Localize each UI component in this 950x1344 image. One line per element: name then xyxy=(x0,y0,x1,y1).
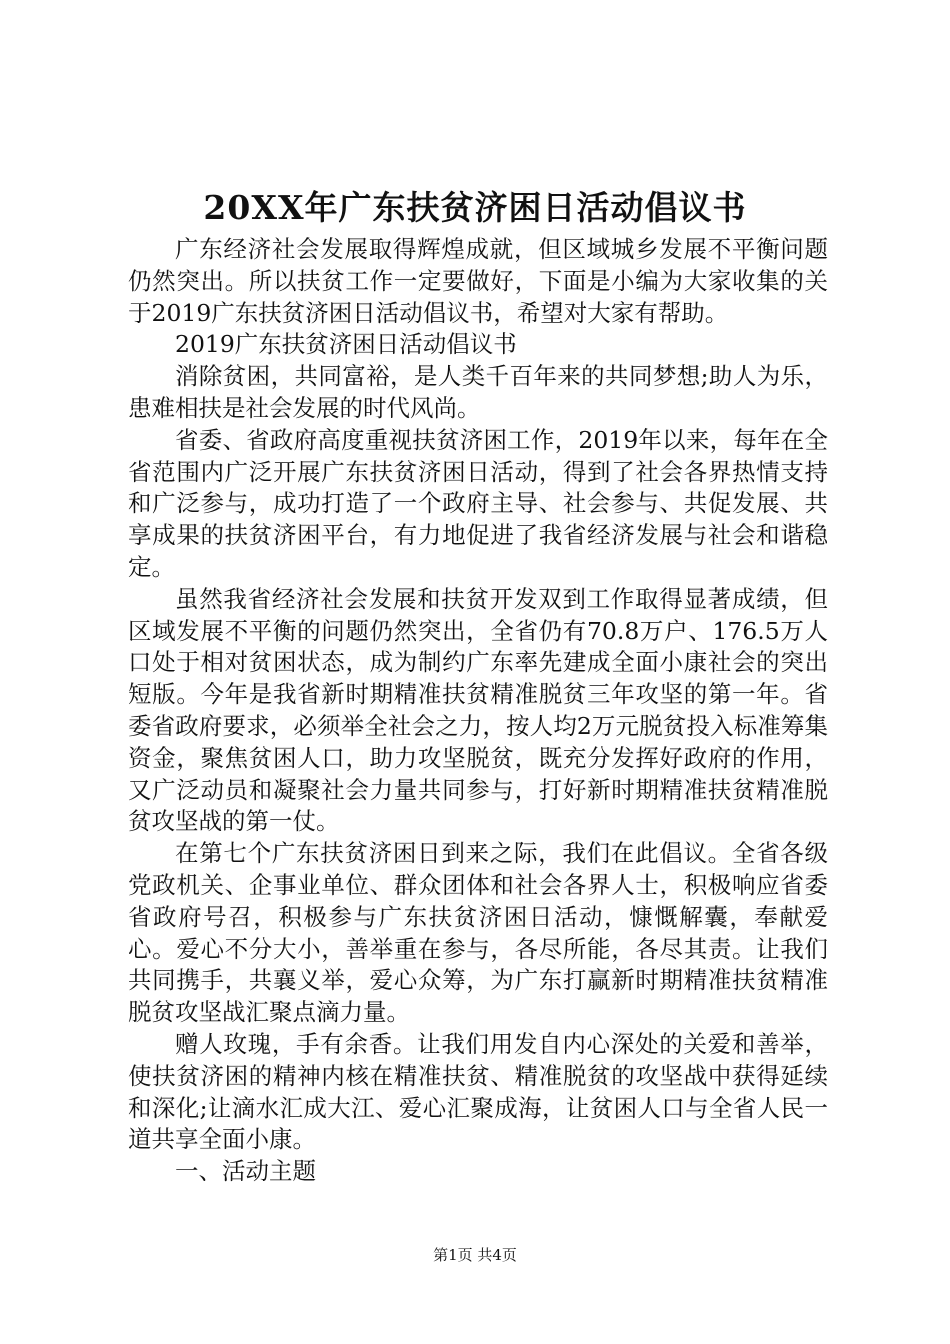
document-body xyxy=(128,234,828,1188)
document-title: 20XX年广东扶贫济困日活动倡议书 xyxy=(203,188,747,227)
paragraph-poverty-dream: 消除贫困，共同富裕，是人类千百年来的共同梦想;助人为乐，患难相扶是社会发展的时代风尚。 xyxy=(128,362,828,422)
paragraph-intro: 广东经济社会发展取得辉煌成就，但区域城乡发展不平衡问题仍然突出。所以扶贫工作一定要做好，下面是小编为大家收集的关于2019广东扶贫济困日活动倡议书，希望对大家有帮助。 xyxy=(128,235,828,327)
paragraph-initiative: 在第七个广东扶贫济困日到来之际，我们在此倡议。全省各级党政机关、企事业单位、群众团体和社会各界人士，积极响应省委省政府号召，积极参与广东扶贫济困日活动，慷慨解囊，奉献爱心。爱心不分大小，善举重在参与，各尽所能，各尽其责。让我们共同携手，共襄义举，爱心众筹，为广东打赢新时期精准扶贫精准脱贫攻坚战汇聚点滴力量。 xyxy=(128,839,828,1027)
page-footer: 第1页 共4页 xyxy=(433,1246,517,1264)
paragraph-roses: 赠人玫瑰，手有余香。让我们用发自内心深处的关爱和善举，使扶贫济困的精神内核在精准扶贫、精准脱贫的攻坚战中获得延续和深化;让滴水汇成大江、爱心汇聚成海，让贫困人口与全省人民一道共享全面小康。 xyxy=(128,1029,828,1154)
paragraph-subtitle: 2019广东扶贫济困日活动倡议书 xyxy=(175,330,517,359)
paragraph-current-situation: 虽然我省经济社会发展和扶贫开发双到工作取得显著成绩，但区域发展不平衡的问题仍然突出，全省仍有70.8万户、176.5万人口处于相对贫困状态，成为制约广东率先建成全面小康社会的突出短版。今年是我省新时期精准扶贫精准脱贫三年攻坚的第一年。省委省政府要求，必须举全社会之力，按人均2万元脱贫投入标准筹集资金，聚焦贫困人口，助力攻坚脱贫，既充分发挥好政府的作用，又广泛动员和凝聚社会力量共同参与，打好新时期精准扶贫精准脱贫攻坚战的第一仗。 xyxy=(128,584,828,836)
paragraph-provincial-commitment: 省委、省政府高度重视扶贫济困工作，2019年以来，每年在全省范围内广泛开展广东扶贫济困日活动，得到了社会各界热情支持和广泛参与，成功打造了一个政府主导、社会参与、共促发展、共享成果的扶贫济困平台，有力地促进了我省经济发展与社会和谐稳定。 xyxy=(128,425,828,581)
section-heading-theme: 一、活动主题 xyxy=(175,1157,316,1186)
